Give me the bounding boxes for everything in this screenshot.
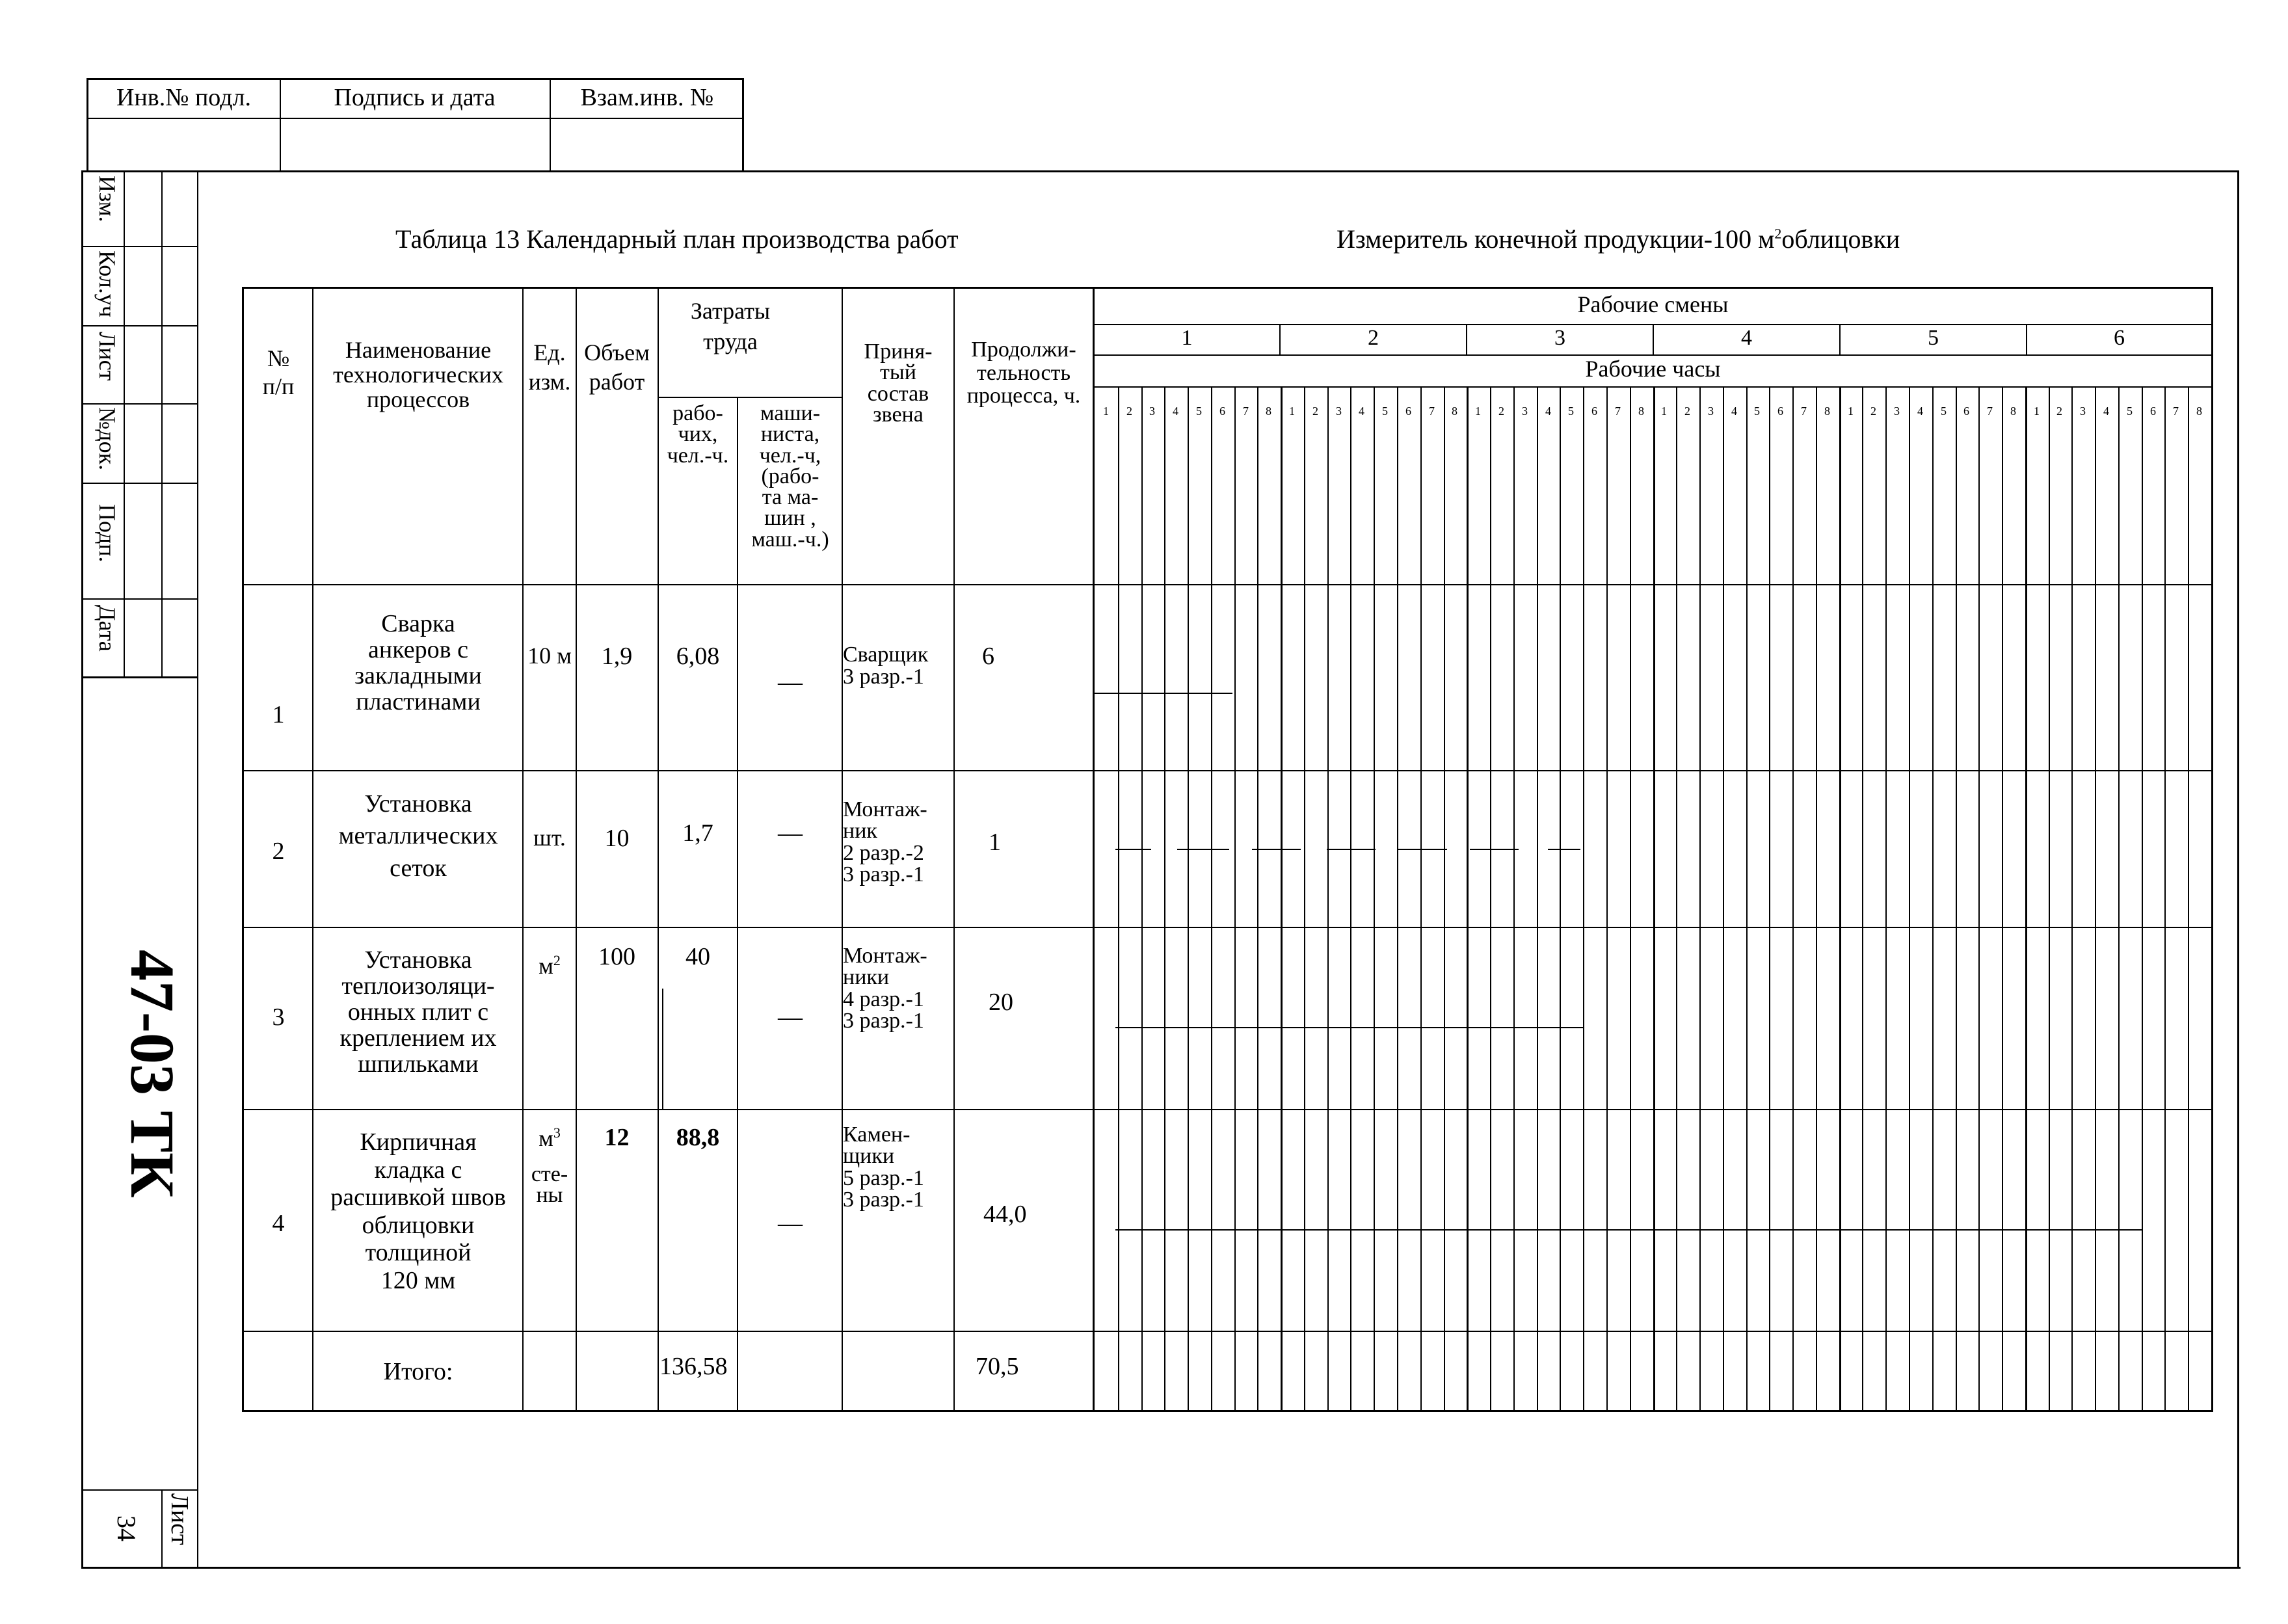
hour-gridline xyxy=(1932,386,1934,1410)
shift-number-4: 4 xyxy=(1741,326,1752,350)
col-name-header: Наименование технологических процессов xyxy=(333,337,503,412)
hour-gridline xyxy=(2142,386,2143,1410)
hour-number: 8 xyxy=(2196,405,2202,418)
hour-gridline xyxy=(1862,386,1863,1410)
hour-number: 8 xyxy=(1638,405,1644,418)
hour-number: 8 xyxy=(1266,405,1271,418)
stamp-vzam-inv: Взам.инв. № xyxy=(580,84,714,111)
total-label: Итого: xyxy=(383,1358,453,1385)
col-labor-header: Затраты труда xyxy=(690,298,771,354)
gantt-bar-row4 xyxy=(1115,1229,2143,1231)
shift-number-6: 6 xyxy=(2114,326,2125,350)
hour-number: 5 xyxy=(1382,405,1388,418)
row-name: Установка металлических сеток xyxy=(338,790,498,882)
hour-gridline xyxy=(1164,386,1165,1410)
hour-number: 6 xyxy=(1591,405,1597,418)
hour-number: 2 xyxy=(1498,405,1504,418)
sheet-number: 34 xyxy=(112,1515,141,1541)
hour-gridline xyxy=(1653,386,1655,1410)
hour-gridline xyxy=(1350,386,1351,1410)
hour-number: 5 xyxy=(1196,405,1202,418)
hour-number: 5 xyxy=(1568,405,1574,418)
hour-number: 5 xyxy=(2127,405,2133,418)
hour-gridline xyxy=(1839,386,1841,1410)
hour-gridline xyxy=(1560,386,1561,1410)
hour-gridline xyxy=(1769,386,1770,1410)
side-podp: Подп. xyxy=(94,504,120,563)
hour-gridline xyxy=(1513,386,1515,1410)
total-workers: 136,58 xyxy=(659,1353,728,1380)
hour-number: 4 xyxy=(1917,405,1923,418)
hour-number: 8 xyxy=(2010,405,2016,418)
row-unit-main: м xyxy=(539,1125,553,1151)
row-unit: шт. xyxy=(533,825,566,851)
hour-gridline xyxy=(2071,386,2073,1410)
gantt-bar-row3 xyxy=(1115,1027,1584,1028)
col-workers-header: рабо- чих, чел.-ч. xyxy=(667,401,729,468)
hour-number: 6 xyxy=(2150,405,2156,418)
shift-number-3: 3 xyxy=(1554,326,1565,350)
row-crew: Сварщик 3 разр.-1 xyxy=(843,643,929,689)
hour-gridline xyxy=(1490,386,1491,1410)
row-name: Установка теплоизоляци- онных плит с креплением их шпильками xyxy=(339,946,497,1078)
col-crew-header: Приня- тый состав звена xyxy=(864,339,933,427)
hours-header: Рабочие часы xyxy=(1585,356,1721,382)
row-duration: 1 xyxy=(989,829,1001,856)
hour-gridline xyxy=(1583,386,1584,1410)
gantt-bar-row1 xyxy=(1093,693,1232,694)
hour-gridline xyxy=(1327,386,1329,1410)
hour-gridline xyxy=(1676,386,1677,1410)
shifts-header: Рабочие смены xyxy=(1577,291,1729,317)
row-volume: 12 xyxy=(604,1124,630,1151)
hour-gridline xyxy=(1188,386,1189,1410)
hour-number: 1 xyxy=(1289,405,1295,418)
side-list: Лист xyxy=(94,332,120,381)
hour-number: 2 xyxy=(2056,405,2062,418)
meter-caption xyxy=(1337,226,1900,253)
hour-number: 7 xyxy=(1615,405,1621,418)
row-machinists: — xyxy=(778,1210,803,1237)
col-machinists-header: маши- ниста, чел.-ч, (рабо- та ма- шин , маш.-ч.) xyxy=(751,401,829,552)
hour-number: 2 xyxy=(1312,405,1318,418)
hour-gridline xyxy=(1792,386,1794,1410)
hour-gridline xyxy=(2025,386,2027,1410)
hour-number: 1 xyxy=(1661,405,1667,418)
row-machinists: — xyxy=(778,669,803,696)
sheet-label: Лист xyxy=(166,1493,193,1545)
side-ndok: №док. xyxy=(94,407,120,471)
hour-number: 7 xyxy=(1987,405,1993,418)
hour-gridline xyxy=(1606,386,1608,1410)
hour-gridline xyxy=(1420,386,1422,1410)
hour-number: 5 xyxy=(1754,405,1760,418)
total-duration: 70,5 xyxy=(976,1353,1019,1380)
hour-number: 6 xyxy=(1219,405,1225,418)
row-num: 3 xyxy=(272,1004,285,1031)
hour-number: 4 xyxy=(1545,405,1551,418)
hour-gridline xyxy=(1746,386,1748,1410)
hour-number: 3 xyxy=(1708,405,1714,418)
hour-gridline xyxy=(1723,386,1724,1410)
hour-number: 3 xyxy=(1336,405,1342,418)
hour-number: 5 xyxy=(1941,405,1947,418)
stamp-inv-podl: Инв.№ подл. xyxy=(116,84,251,111)
hour-gridline xyxy=(1699,386,1701,1410)
hour-number: 1 xyxy=(1475,405,1481,418)
side-data: Дата xyxy=(94,605,120,652)
row-name: Сварка анкеров с закладными пластинами xyxy=(354,610,482,715)
hour-gridline xyxy=(1281,386,1283,1410)
shift-number-1: 1 xyxy=(1181,326,1193,350)
hour-number: 8 xyxy=(1824,405,1830,418)
hour-number: 3 xyxy=(1894,405,1900,418)
shift-number-5: 5 xyxy=(1928,326,1939,350)
hour-number: 4 xyxy=(1731,405,1737,418)
row-num: 4 xyxy=(272,1210,285,1237)
row-volume: 100 xyxy=(598,943,635,970)
hour-number: 6 xyxy=(1777,405,1783,418)
hour-gridline xyxy=(1537,386,1538,1410)
row-unit: 10 м xyxy=(527,643,572,669)
hour-number: 7 xyxy=(1429,405,1435,418)
row-unit-extra: сте- ны xyxy=(531,1162,568,1208)
hour-gridline xyxy=(1211,386,1212,1410)
hour-number: 4 xyxy=(2103,405,2109,418)
meter-sup: 2 xyxy=(1774,225,1782,242)
row-volume: 10 xyxy=(604,825,630,852)
row-workers: 6,08 xyxy=(676,643,720,670)
row-machinists: — xyxy=(778,819,803,847)
row-unit-sup: 2 xyxy=(553,952,561,968)
hour-gridline xyxy=(1956,386,1957,1410)
hour-gridline xyxy=(2164,386,2166,1410)
hour-gridline xyxy=(2002,386,2003,1410)
hour-gridline xyxy=(1467,386,1469,1410)
hour-gridline xyxy=(1374,386,1375,1410)
side-izm: Изм. xyxy=(94,176,120,222)
hour-gridline xyxy=(1304,386,1305,1410)
row-machinists: — xyxy=(778,1004,803,1031)
hour-number: 3 xyxy=(1149,405,1155,418)
document-code: 47-03 ТК xyxy=(118,950,187,1198)
shift-number-2: 2 xyxy=(1368,326,1379,350)
hour-number: 7 xyxy=(1801,405,1807,418)
hour-number: 7 xyxy=(1243,405,1249,418)
row-workers: 40 xyxy=(685,943,710,970)
hour-gridline xyxy=(1141,386,1143,1410)
hour-gridline xyxy=(1816,386,1817,1410)
hour-gridline xyxy=(1885,386,1887,1410)
hour-gridline xyxy=(1909,386,1910,1410)
hour-gridline xyxy=(2188,386,2189,1410)
row-duration: 44,0 xyxy=(983,1201,1027,1228)
row-crew: Монтаж- ники 4 разр.-1 3 разр.-1 xyxy=(843,944,927,1033)
hour-number: 6 xyxy=(1963,405,1969,418)
hour-number: 3 xyxy=(2080,405,2086,418)
table-title: Таблица 13 Календарный план производства работ xyxy=(395,224,959,254)
col-num-header: № п/п xyxy=(262,345,295,400)
hour-number: 4 xyxy=(1173,405,1178,418)
row-duration: 6 xyxy=(982,643,994,670)
row-name: Кирпичная кладка с расшивкой швов облицовки толщиной 120 мм xyxy=(330,1128,506,1294)
hour-gridline xyxy=(2049,386,2050,1410)
hour-number: 1 xyxy=(1848,405,1854,418)
hour-number: 7 xyxy=(2173,405,2179,418)
hour-number: 2 xyxy=(1684,405,1690,418)
row-unit-main: м xyxy=(539,953,553,979)
row-unit xyxy=(524,1125,576,1151)
hour-number: 4 xyxy=(1359,405,1364,418)
col-unit-header: Ед. изм. xyxy=(528,339,571,395)
hour-number: 2 xyxy=(1126,405,1132,418)
row-workers: 1,7 xyxy=(682,819,713,847)
hour-number: 3 xyxy=(1522,405,1528,418)
row-duration: 20 xyxy=(989,989,1013,1016)
row-unit xyxy=(524,953,576,979)
row-crew: Монтаж- ник 2 разр.-2 3 разр.-1 xyxy=(843,797,927,886)
row-num: 1 xyxy=(272,701,285,728)
hour-number: 6 xyxy=(1405,405,1411,418)
col-volume-header: Объем работ xyxy=(584,339,650,395)
hour-gridline xyxy=(1397,386,1398,1410)
row-workers: 88,8 xyxy=(676,1124,720,1151)
hour-number: 1 xyxy=(2034,405,2040,418)
row-volume: 1,9 xyxy=(601,643,633,670)
hour-gridline xyxy=(1257,386,1258,1410)
side-kol-uch: Кол.уч xyxy=(94,250,120,317)
hour-gridline xyxy=(1444,386,1445,1410)
hour-gridline xyxy=(1234,386,1236,1410)
hour-number: 8 xyxy=(1452,405,1457,418)
hour-number: 2 xyxy=(1870,405,1876,418)
row-crew: Камен- щики 5 разр.-1 3 разр.-1 xyxy=(843,1123,924,1212)
row-num: 2 xyxy=(272,838,285,865)
hour-gridline xyxy=(2118,386,2120,1410)
meter-prefix: Измеритель конечной продукции-100 м xyxy=(1337,224,1775,254)
hour-gridline xyxy=(1630,386,1631,1410)
hour-gridline xyxy=(2095,386,2096,1410)
meter-suffix: облицовки xyxy=(1781,224,1900,254)
hour-number: 1 xyxy=(1103,405,1109,418)
row-unit-sup: 3 xyxy=(553,1125,561,1141)
hour-gridline xyxy=(1118,386,1119,1410)
hour-gridline xyxy=(1978,386,1980,1410)
stamp-podpis-data: Подпись и дата xyxy=(334,84,496,111)
col-duration-header: Продолжи- тельность процесса, ч. xyxy=(966,338,1081,408)
